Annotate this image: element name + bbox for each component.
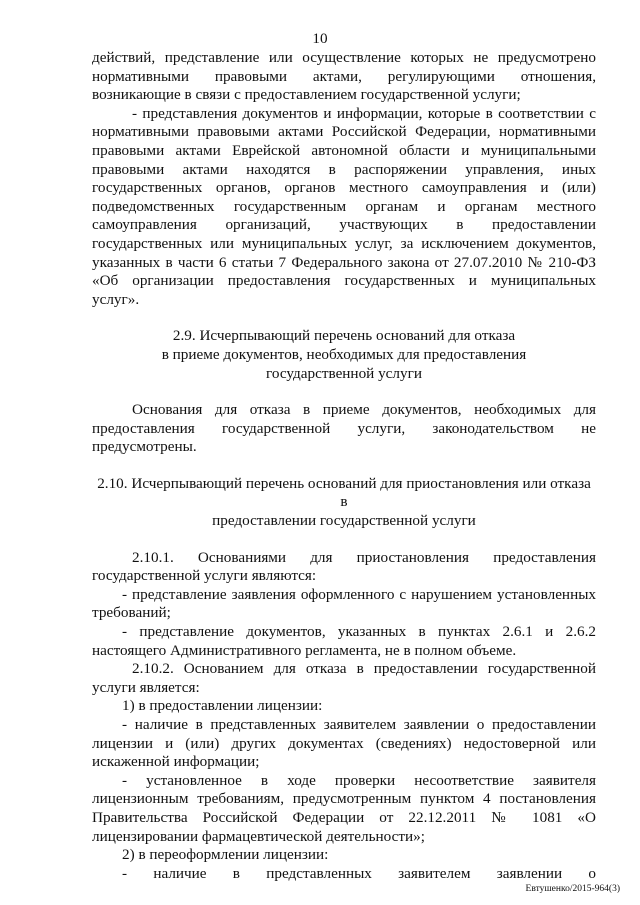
paragraph: - представления документов и информации, которые в соответствии с нормативными правовыми актами Российской Федерации, нормативными правовыми актами Еврейской автономной области и муниципальными правовыми актами находятся в распоряжении управления, иных государственных органов, органов местного самоуправления и (или) подведомственных государственным органам и органам местного самоуправления организаций, участвующих в предоставлении государственных или муниципальных услуг, за исключением документов, указанных в части 6 статьи 7 Федерального закона от 27.07.2010 № 210-ФЗ «Об организации предоставления государственных и муниципальных услуг». [92,104,596,308]
footer-code: Евтушенко/2015-964(3) [525,884,620,895]
section-heading-2-10 [92,475,596,531]
document-body [92,49,596,883]
heading-line: 2.9. Исчерпывающий перечень оснований для отказа [172,327,516,345]
paragraph: 2.10.1. Основаниями для приостановления предоставления государственной услуги являются: [92,548,596,585]
list-item: - установленное в ходе проверки несоответствие заявителя лицензионным требованиям, предусмотренным пунктом 4 постановления Правительства Российской Федерации от 22.12.2011 № 1081 «О лицензировании фармацевтической деятельности»; [92,771,596,845]
sub-heading: 1) в предоставлении лицензии: [122,697,323,715]
heading-line: в приеме документов, необходимых для предоставления [161,345,527,363]
page-number: 10 [312,30,328,47]
heading-line: государственной услуги [266,364,422,382]
sub-heading: 2) в переоформлении лицензии: [122,846,329,864]
list-item: - представление заявления оформленного с нарушением установленных требований; [92,585,596,622]
section-heading-2-9 [92,327,596,383]
paragraph: действий, представление или осуществление которых не предусмотрено нормативными правовыми актами, регулирующими отношения, возникающие в связи с предоставлением государственной услуги; [92,49,596,104]
list-item: - представление документов, указанных в пунктах 2.6.1 и 2.6.2 настоящего Административного регламента, не в полном объеме. [92,623,596,659]
paragraph: 2.10.2. Основанием для отказа в предоставлении государственной услуги является: [92,660,596,696]
list-item: - наличие в представленных заявителем заявлении о предоставлении лицензии и (или) других документах (сведениях) недостоверной или искаженной информации; [92,716,596,771]
list-item: - наличие в представленных заявителем заявлении о [122,864,596,882]
paragraph: Основания для отказа в приеме документов, необходимых для предоставления государственной услуги, законодательством не предусмотрены. [92,401,596,456]
heading-line: предоставлении государственной услуги [212,512,476,530]
heading-line: 2.10. Исчерпывающий перечень оснований для приостановления или отказа в [97,474,591,511]
